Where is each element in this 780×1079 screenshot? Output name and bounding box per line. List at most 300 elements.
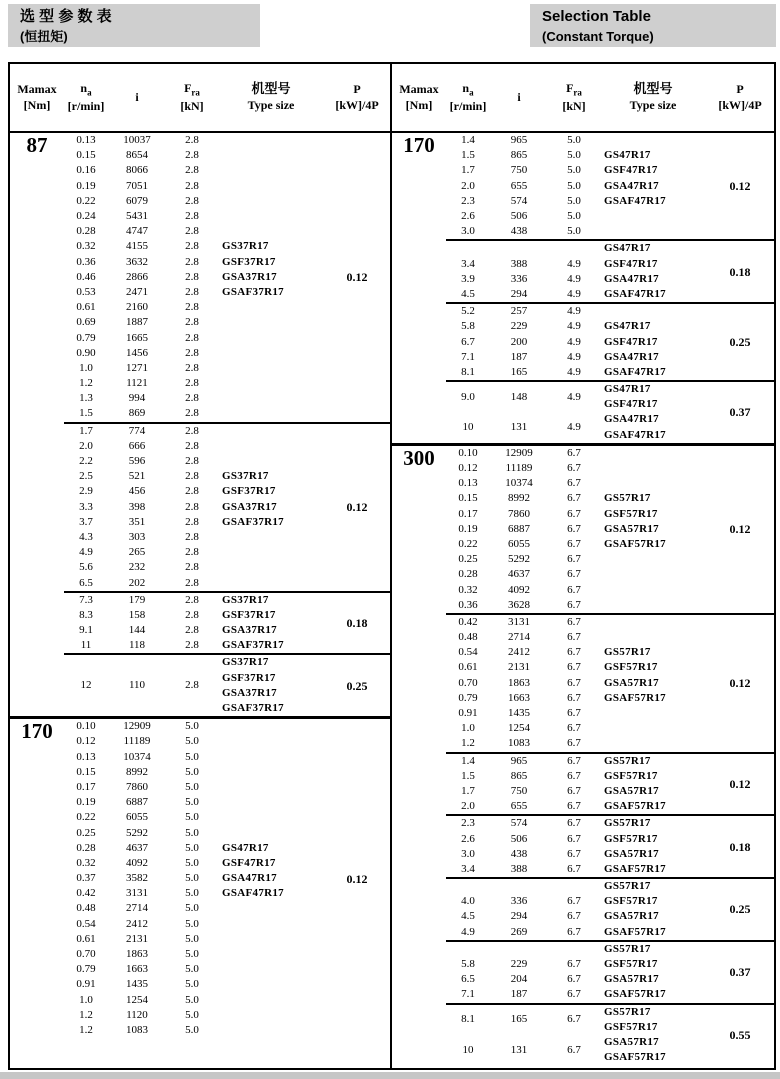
na-cell: 2.2 bbox=[79, 455, 93, 468]
type-size-cell: GSA47R17 bbox=[222, 872, 277, 885]
ratio-cell: 110 bbox=[128, 679, 146, 692]
ratio-cell: 6055 bbox=[126, 811, 148, 824]
power-cell: 0.25 bbox=[729, 902, 751, 917]
table-section bbox=[446, 380, 774, 443]
fra-cell: 6.7 bbox=[567, 646, 581, 659]
col-i-label: i bbox=[135, 89, 139, 104]
type-size-cell: GSAF57R17 bbox=[604, 537, 666, 550]
ratio-cell: 131 bbox=[510, 1043, 528, 1056]
ratio-cell: 4637 bbox=[508, 568, 530, 581]
na-cell: 0.19 bbox=[458, 522, 478, 535]
power-cell: 0.12 bbox=[729, 776, 751, 791]
type-size-cell: GSAF57R17 bbox=[604, 1051, 666, 1064]
type-size-cell: GSA37R17 bbox=[222, 624, 277, 637]
fra-cell: 6.7 bbox=[567, 583, 581, 596]
ratio-cell: 265 bbox=[128, 546, 146, 559]
na-cell: 0.79 bbox=[76, 331, 96, 344]
ratio-cell: 6887 bbox=[508, 522, 530, 535]
na-cell: 0.22 bbox=[76, 811, 96, 824]
fra-cell: 6.7 bbox=[567, 691, 581, 704]
ratio-cell: 131 bbox=[510, 421, 528, 434]
ratio-cell: 187 bbox=[510, 988, 528, 1001]
title-cn-line2: (恒扭矩) bbox=[20, 28, 68, 44]
fra-cell: 5.0 bbox=[185, 780, 199, 793]
na-cell: 3.3 bbox=[79, 500, 93, 513]
type-size-cell: GS57R17 bbox=[604, 880, 651, 893]
na-cell: 0.13 bbox=[458, 477, 478, 490]
ratio-cell: 7860 bbox=[508, 507, 530, 520]
ratio-cell: 1120 bbox=[126, 1008, 148, 1021]
ratio-cell: 11189 bbox=[505, 462, 533, 475]
col-fra-label: F bbox=[184, 80, 192, 95]
fra-cell: 2.8 bbox=[185, 470, 199, 483]
ratio-cell: 118 bbox=[128, 639, 146, 652]
fra-cell: 5.0 bbox=[185, 811, 199, 824]
ratio-cell: 202 bbox=[128, 576, 146, 589]
ratio-cell: 438 bbox=[510, 225, 528, 238]
ratio-cell: 165 bbox=[510, 365, 528, 378]
na-cell: 0.16 bbox=[76, 164, 96, 177]
col-header-i bbox=[108, 90, 166, 106]
ratio-cell: 6055 bbox=[508, 537, 530, 550]
fra-cell: 5.0 bbox=[185, 932, 199, 945]
fra-cell: 4.9 bbox=[567, 335, 581, 348]
type-size-cell: GSF47R17 bbox=[222, 856, 276, 869]
type-size-cell: GSA47R17 bbox=[604, 179, 659, 192]
type-size-cell: GSA37R17 bbox=[222, 270, 277, 283]
table-right-half bbox=[392, 64, 774, 1068]
col-fra-unit: [kN] bbox=[562, 98, 586, 113]
na-cell: 9.0 bbox=[461, 390, 475, 403]
type-size-cell: GS47R17 bbox=[222, 841, 269, 854]
col-na-sub: a bbox=[469, 87, 474, 98]
fra-cell: 5.0 bbox=[567, 164, 581, 177]
fra-cell: 6.7 bbox=[567, 661, 581, 674]
ratio-cell: 4155 bbox=[126, 240, 148, 253]
title-english bbox=[530, 4, 776, 47]
ratio-cell: 6079 bbox=[126, 194, 148, 207]
ratio-cell: 2471 bbox=[126, 285, 148, 298]
power-cell: 0.18 bbox=[346, 616, 368, 630]
na-cell: 5.6 bbox=[79, 561, 93, 574]
na-cell: 2.0 bbox=[79, 439, 93, 452]
type-size-cell: GS37R17 bbox=[222, 470, 269, 483]
na-cell: 0.22 bbox=[458, 537, 478, 550]
type-size-cell: GSA47R17 bbox=[604, 350, 659, 363]
table-section bbox=[446, 302, 774, 380]
na-cell: 1.0 bbox=[79, 993, 93, 1006]
ratio-cell: 4092 bbox=[508, 583, 530, 596]
fra-cell: 5.0 bbox=[567, 194, 581, 207]
table-body-left bbox=[10, 133, 390, 1068]
table-section bbox=[64, 591, 390, 654]
ratio-cell: 1435 bbox=[508, 707, 530, 720]
fra-cell: 2.8 bbox=[185, 593, 199, 606]
fra-cell: 6.7 bbox=[567, 737, 581, 750]
na-cell: 0.36 bbox=[76, 255, 96, 268]
ratio-cell: 5431 bbox=[126, 210, 148, 223]
col-i-label: i bbox=[517, 89, 521, 104]
fra-cell: 5.0 bbox=[185, 887, 199, 900]
type-size-cell: GSF37R17 bbox=[222, 255, 276, 268]
ratio-cell: 294 bbox=[510, 910, 528, 923]
col-p-unit: [kW]/4P bbox=[718, 97, 762, 112]
type-size-cell: GS47R17 bbox=[604, 320, 651, 333]
na-cell: 0.91 bbox=[458, 707, 478, 720]
ratio-cell: 7860 bbox=[126, 780, 148, 793]
na-cell: 2.3 bbox=[461, 817, 475, 830]
col-header-p bbox=[324, 82, 390, 113]
ratio-cell: 1271 bbox=[126, 361, 148, 374]
fra-cell: 5.0 bbox=[185, 917, 199, 930]
ratio-cell: 2714 bbox=[508, 631, 530, 644]
ratio-cell: 1863 bbox=[508, 676, 530, 689]
fra-cell: 5.0 bbox=[185, 948, 199, 961]
na-cell: 7.1 bbox=[461, 988, 475, 1001]
fra-cell: 5.0 bbox=[567, 225, 581, 238]
fra-cell: 2.8 bbox=[185, 515, 199, 528]
fra-cell: 2.8 bbox=[185, 210, 199, 223]
table-section bbox=[64, 422, 390, 591]
title-chinese bbox=[8, 4, 260, 47]
ratio-cell: 1887 bbox=[126, 316, 148, 329]
fra-cell: 5.0 bbox=[185, 1023, 199, 1036]
ratio-cell: 232 bbox=[128, 561, 146, 574]
na-cell: 1.0 bbox=[79, 361, 93, 374]
na-cell: 0.15 bbox=[458, 492, 478, 505]
fra-cell: 2.8 bbox=[185, 485, 199, 498]
fra-cell: 2.8 bbox=[185, 225, 199, 238]
fra-cell: 5.0 bbox=[185, 841, 199, 854]
na-cell: 0.36 bbox=[458, 598, 478, 611]
fra-cell: 2.8 bbox=[185, 164, 199, 177]
ratio-cell: 438 bbox=[510, 847, 528, 860]
na-cell: 0.28 bbox=[76, 225, 96, 238]
na-cell: 0.24 bbox=[76, 210, 96, 223]
fra-cell: 2.8 bbox=[185, 285, 199, 298]
fra-cell: 2.8 bbox=[185, 134, 199, 147]
fra-cell: 4.9 bbox=[567, 350, 581, 363]
fra-cell: 2.8 bbox=[185, 576, 199, 589]
power-cell: 0.25 bbox=[729, 335, 751, 350]
fra-cell: 6.7 bbox=[567, 925, 581, 938]
fra-cell: 2.8 bbox=[185, 149, 199, 162]
power-cell: 0.12 bbox=[729, 179, 751, 194]
ratio-cell: 2131 bbox=[508, 661, 530, 674]
ratio-cell: 3582 bbox=[126, 872, 148, 885]
type-size-cell: GSA57R17 bbox=[604, 676, 659, 689]
type-size-cell: GSF57R17 bbox=[604, 507, 658, 520]
na-cell: 4.5 bbox=[461, 910, 475, 923]
type-size-cell: GSF57R17 bbox=[604, 895, 658, 908]
type-size-cell: GSA57R17 bbox=[604, 1035, 659, 1048]
fra-cell: 6.7 bbox=[567, 910, 581, 923]
fra-cell: 2.8 bbox=[185, 194, 199, 207]
ratio-cell: 187 bbox=[510, 350, 528, 363]
type-size-cell: GS47R17 bbox=[604, 149, 651, 162]
na-cell: 0.54 bbox=[458, 646, 478, 659]
na-cell: 2.0 bbox=[461, 800, 475, 813]
type-size-cell: GSF57R17 bbox=[604, 661, 658, 674]
na-cell: 0.17 bbox=[458, 507, 478, 520]
fra-cell: 2.8 bbox=[185, 407, 199, 420]
ratio-cell: 596 bbox=[128, 455, 146, 468]
na-cell: 2.5 bbox=[79, 470, 93, 483]
ratio-cell: 8992 bbox=[508, 492, 530, 505]
ratio-cell: 994 bbox=[128, 392, 146, 405]
na-cell: 0.54 bbox=[76, 917, 96, 930]
ratio-cell: 506 bbox=[510, 832, 528, 845]
ratio-cell: 655 bbox=[510, 179, 528, 192]
fra-cell: 5.0 bbox=[185, 720, 199, 733]
fra-cell: 2.8 bbox=[185, 424, 199, 437]
ratio-cell: 8992 bbox=[126, 765, 148, 778]
fra-cell: 5.0 bbox=[185, 826, 199, 839]
type-size-cell: GS37R17 bbox=[222, 240, 269, 253]
col-p-unit: [kW]/4P bbox=[335, 97, 379, 112]
fra-cell: 2.8 bbox=[185, 361, 199, 374]
ratio-cell: 1663 bbox=[126, 963, 148, 976]
fra-cell: 5.0 bbox=[185, 1008, 199, 1021]
type-size-cell: GSA57R17 bbox=[604, 910, 659, 923]
table-section bbox=[446, 446, 774, 613]
title-cn-line1: 选 型 参 数 表 bbox=[20, 8, 112, 25]
type-size-cell: GSAF57R17 bbox=[604, 862, 666, 875]
na-cell: 0.79 bbox=[458, 691, 478, 704]
na-cell: 1.2 bbox=[461, 737, 475, 750]
column-headers-left bbox=[10, 64, 390, 133]
type-size-cell: GSA47R17 bbox=[604, 272, 659, 285]
power-cell: 0.25 bbox=[346, 678, 368, 693]
ratio-cell: 1083 bbox=[126, 1023, 148, 1036]
fra-cell: 6.7 bbox=[567, 522, 581, 535]
ratio-cell: 12909 bbox=[123, 720, 151, 733]
page-header bbox=[0, 0, 780, 62]
mamax-value: 87 bbox=[26, 133, 48, 157]
ratio-cell: 5292 bbox=[126, 826, 148, 839]
fra-cell: 2.8 bbox=[185, 639, 199, 652]
na-cell: 7.1 bbox=[461, 350, 475, 363]
col-p-label: P bbox=[736, 81, 744, 96]
col-na-unit: [r/min] bbox=[449, 98, 487, 113]
type-size-cell: GSF57R17 bbox=[604, 1020, 658, 1033]
fra-cell: 2.8 bbox=[185, 179, 199, 192]
ratio-cell: 11189 bbox=[123, 735, 151, 748]
ratio-cell: 8066 bbox=[126, 164, 148, 177]
na-cell: 0.61 bbox=[76, 932, 96, 945]
fra-cell: 6.7 bbox=[567, 988, 581, 1001]
col-na-label: n bbox=[80, 80, 88, 95]
fra-cell: 6.7 bbox=[567, 769, 581, 782]
ratio-cell: 303 bbox=[128, 530, 146, 543]
ratio-cell: 4747 bbox=[126, 225, 148, 238]
block-sections bbox=[64, 133, 390, 716]
na-cell: 2.6 bbox=[461, 210, 475, 223]
table-section bbox=[446, 877, 774, 940]
block-sections bbox=[446, 446, 774, 1066]
ratio-cell: 521 bbox=[128, 470, 146, 483]
na-cell: 7.3 bbox=[79, 593, 93, 606]
ratio-cell: 4637 bbox=[126, 841, 148, 854]
fra-cell: 4.9 bbox=[567, 390, 581, 403]
fra-cell: 6.7 bbox=[567, 707, 581, 720]
na-cell: 0.42 bbox=[76, 887, 96, 900]
ratio-cell: 294 bbox=[510, 287, 528, 300]
na-cell: 0.28 bbox=[458, 568, 478, 581]
title-en-line1: Selection Table bbox=[542, 8, 651, 25]
col-header-na bbox=[446, 81, 490, 115]
ratio-cell: 3628 bbox=[508, 598, 530, 611]
na-cell: 0.28 bbox=[76, 841, 96, 854]
na-cell: 11 bbox=[80, 639, 92, 652]
torque-block bbox=[10, 716, 390, 1038]
fra-cell: 5.0 bbox=[185, 902, 199, 915]
ratio-cell: 1456 bbox=[126, 346, 148, 359]
power-cell: 0.12 bbox=[729, 522, 751, 537]
column-headers-right bbox=[392, 64, 774, 133]
type-size-cell: GS37R17 bbox=[222, 593, 269, 606]
ratio-cell: 2412 bbox=[508, 646, 530, 659]
na-cell: 0.70 bbox=[76, 948, 96, 961]
na-cell: 0.91 bbox=[76, 978, 96, 991]
ratio-cell: 865 bbox=[510, 769, 528, 782]
ratio-cell: 3632 bbox=[126, 255, 148, 268]
power-cell: 0.18 bbox=[729, 839, 751, 854]
type-size-cell: GS37R17 bbox=[222, 656, 269, 669]
na-cell: 10 bbox=[462, 421, 474, 434]
ratio-cell: 388 bbox=[510, 862, 528, 875]
ratio-cell: 865 bbox=[510, 149, 528, 162]
na-cell: 3.9 bbox=[461, 272, 475, 285]
na-cell: 9.1 bbox=[79, 624, 93, 637]
power-cell: 0.12 bbox=[346, 871, 368, 886]
na-cell: 0.12 bbox=[458, 462, 478, 475]
na-cell: 0.13 bbox=[76, 750, 96, 763]
na-cell: 2.0 bbox=[461, 179, 475, 192]
col-na-sub: a bbox=[87, 87, 92, 98]
col-fra-sub: ra bbox=[191, 87, 200, 98]
na-cell: 3.0 bbox=[461, 225, 475, 238]
ratio-cell: 5292 bbox=[508, 553, 530, 566]
type-size-cell: GSF47R17 bbox=[604, 398, 658, 411]
col-mamax-label: Mamax bbox=[17, 81, 57, 96]
fra-cell: 6.7 bbox=[567, 847, 581, 860]
power-cell: 0.55 bbox=[729, 1027, 751, 1042]
na-cell: 6.5 bbox=[79, 576, 93, 589]
fra-cell: 2.8 bbox=[185, 377, 199, 390]
table-section bbox=[446, 1003, 774, 1066]
table-section bbox=[446, 239, 774, 302]
type-size-cell: GSF47R17 bbox=[604, 335, 658, 348]
table-section bbox=[446, 133, 774, 239]
col-na-unit: [r/min] bbox=[67, 98, 105, 113]
fra-cell: 2.8 bbox=[185, 455, 199, 468]
fra-cell: 6.7 bbox=[567, 631, 581, 644]
col-header-type-size bbox=[218, 81, 324, 113]
col-mamax-label: Mamax bbox=[399, 81, 439, 96]
type-size-cell: GSA37R17 bbox=[222, 686, 277, 699]
fra-cell: 2.8 bbox=[185, 500, 199, 513]
type-size-cell: GSF57R17 bbox=[604, 958, 658, 971]
ratio-cell: 1254 bbox=[508, 722, 530, 735]
page-bottom-strip bbox=[0, 1072, 780, 1079]
ratio-cell: 1083 bbox=[508, 737, 530, 750]
na-cell: 0.19 bbox=[76, 796, 96, 809]
mamax-value: 170 bbox=[21, 719, 53, 744]
col-header-mamax bbox=[10, 82, 64, 113]
col-header-fra bbox=[548, 81, 600, 115]
type-size-cell: GSF57R17 bbox=[604, 832, 658, 845]
ratio-cell: 3131 bbox=[508, 615, 530, 628]
col-header-type-size bbox=[600, 81, 706, 113]
fra-cell: 6.7 bbox=[567, 537, 581, 550]
type-size-cell: GSAF37R17 bbox=[222, 639, 284, 652]
ratio-cell: 1435 bbox=[126, 978, 148, 991]
fra-cell: 4.9 bbox=[567, 320, 581, 333]
na-cell: 0.48 bbox=[458, 631, 478, 644]
fra-cell: 2.8 bbox=[185, 346, 199, 359]
ratio-cell: 7051 bbox=[126, 179, 148, 192]
type-size-cell: GSA57R17 bbox=[604, 973, 659, 986]
na-cell: 0.46 bbox=[76, 270, 96, 283]
fra-cell: 2.8 bbox=[185, 392, 199, 405]
type-size-cell: GSF57R17 bbox=[604, 769, 658, 782]
fra-cell: 6.7 bbox=[567, 754, 581, 767]
na-cell: 4.9 bbox=[79, 546, 93, 559]
ratio-cell: 8654 bbox=[126, 149, 148, 162]
na-cell: 3.4 bbox=[461, 862, 475, 875]
fra-cell: 5.0 bbox=[567, 134, 581, 147]
fra-cell: 2.8 bbox=[185, 561, 199, 574]
na-cell: 0.90 bbox=[76, 346, 96, 359]
type-size-cell: GSF47R17 bbox=[604, 257, 658, 270]
ratio-cell: 2412 bbox=[126, 917, 148, 930]
na-cell: 0.48 bbox=[76, 902, 96, 915]
ratio-cell: 144 bbox=[128, 624, 146, 637]
type-size-cell: GS57R17 bbox=[604, 754, 651, 767]
fra-cell: 6.7 bbox=[567, 615, 581, 628]
ratio-cell: 12909 bbox=[505, 446, 533, 459]
col-header-na bbox=[64, 81, 108, 115]
na-cell: 8.3 bbox=[79, 608, 93, 621]
ratio-cell: 2714 bbox=[126, 902, 148, 915]
fra-cell: 5.0 bbox=[185, 750, 199, 763]
fra-cell: 2.8 bbox=[185, 679, 199, 692]
type-size-cell: GSF37R17 bbox=[222, 608, 276, 621]
block-sections bbox=[64, 719, 390, 1038]
fra-cell: 6.7 bbox=[567, 817, 581, 830]
na-cell: 0.61 bbox=[76, 301, 96, 314]
power-cell: 0.12 bbox=[346, 270, 368, 285]
fra-cell: 5.0 bbox=[567, 210, 581, 223]
na-cell: 0.32 bbox=[76, 240, 96, 253]
ratio-cell: 10374 bbox=[505, 477, 533, 490]
type-size-cell: GSF47R17 bbox=[604, 164, 658, 177]
fra-cell: 6.7 bbox=[567, 958, 581, 971]
ratio-cell: 336 bbox=[510, 272, 528, 285]
fra-cell: 6.7 bbox=[567, 676, 581, 689]
fra-cell: 6.7 bbox=[567, 553, 581, 566]
fra-cell: 5.0 bbox=[185, 872, 199, 885]
na-cell: 3.4 bbox=[461, 257, 475, 270]
na-cell: 1.2 bbox=[79, 1023, 93, 1036]
fra-cell: 5.0 bbox=[185, 963, 199, 976]
col-fra-label: F bbox=[566, 80, 574, 95]
type-size-cell: GS57R17 bbox=[604, 817, 651, 830]
na-cell: 3.0 bbox=[461, 847, 475, 860]
table-section bbox=[64, 133, 390, 422]
type-size-cell: GSAF47R17 bbox=[604, 287, 666, 300]
